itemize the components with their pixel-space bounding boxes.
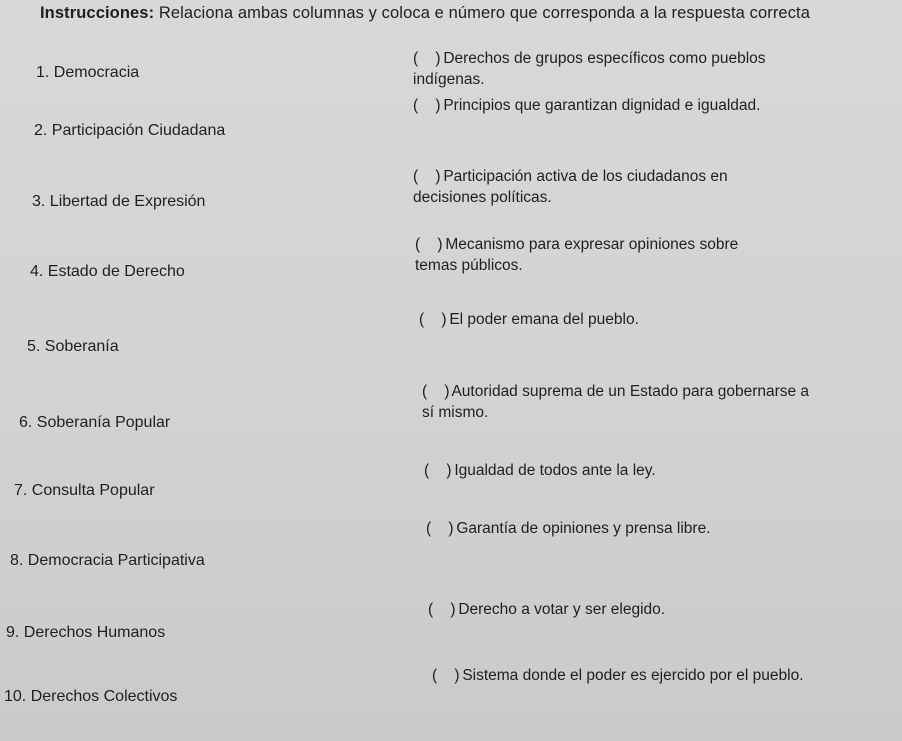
term-item: 6. Soberanía Popular	[19, 414, 171, 431]
definition-text: Mecanismo para expresar opiniones sobre temas públicos.	[415, 236, 739, 274]
definition-text: El poder emana del pueblo.	[449, 311, 639, 328]
definition-item	[424, 460, 894, 481]
term-item: 4. Estado de Derecho	[30, 263, 185, 280]
answer-blank[interactable]	[422, 381, 448, 402]
term-item: 8. Democracia Participativa	[10, 552, 205, 569]
definition-item	[415, 234, 775, 276]
definition-item	[422, 381, 822, 423]
term-item: 10. Derechos Colectivos	[4, 688, 178, 705]
open-paren: (	[413, 50, 419, 67]
definition-text: Derechos de grupos específicos como pueblos indígenas.	[413, 50, 766, 88]
answer-blank[interactable]	[428, 599, 454, 620]
term-item: 3. Libertad de Expresión	[32, 193, 206, 210]
close-paren: )	[448, 520, 454, 537]
open-paren: (	[426, 520, 432, 537]
answer-blank[interactable]	[419, 309, 445, 330]
close-paren: )	[435, 50, 441, 67]
open-paren: (	[413, 168, 419, 185]
answer-blank[interactable]	[413, 48, 439, 69]
definition-item	[419, 309, 889, 330]
instructions-lead: Instrucciones:	[40, 4, 155, 22]
answer-blank[interactable]	[424, 460, 450, 481]
term-item: 9. Derechos Humanos	[6, 624, 166, 641]
open-paren: (	[424, 462, 430, 479]
definition-text: Participación activa de los ciudadanos en decisiones políticas.	[413, 168, 728, 206]
definition-item	[428, 599, 898, 620]
term-item: 1. Democracia	[36, 64, 140, 81]
open-paren: (	[422, 383, 428, 400]
term-item: 5. Soberanía	[27, 338, 119, 355]
close-paren: )	[435, 97, 441, 114]
answer-blank[interactable]	[432, 665, 458, 686]
close-paren: )	[450, 601, 456, 618]
definition-text: Autoridad suprema de un Estado para gobernarse a sí mismo.	[422, 383, 810, 421]
definition-item	[413, 95, 883, 116]
definition-item	[426, 518, 896, 539]
definition-item	[413, 166, 743, 208]
instructions-text: Relaciona ambas columnas y coloca e número que corresponda a la respuesta correcta	[154, 4, 811, 22]
close-paren: )	[441, 311, 447, 328]
close-paren: )	[444, 383, 450, 400]
answer-blank[interactable]	[415, 234, 441, 255]
open-paren: (	[413, 97, 419, 114]
definition-item	[413, 48, 793, 90]
open-paren: (	[428, 601, 434, 618]
definition-text: Principios que garantizan dignidad e igualdad.	[443, 97, 761, 114]
definition-text: Sistema donde el poder es ejercido por el pueblo.	[462, 667, 804, 684]
open-paren: (	[432, 667, 438, 684]
answer-blank[interactable]	[413, 95, 439, 116]
close-paren: )	[437, 236, 443, 253]
open-paren: (	[419, 311, 425, 328]
answer-blank[interactable]	[413, 166, 439, 187]
open-paren: (	[415, 236, 421, 253]
answer-blank[interactable]	[426, 518, 452, 539]
term-item: 2. Participación Ciudadana	[34, 122, 226, 139]
close-paren: )	[435, 168, 441, 185]
definition-item	[432, 665, 902, 686]
instructions	[40, 4, 810, 23]
definition-text: Derecho a votar y ser elegido.	[458, 601, 666, 618]
definition-text: Igualdad de todos ante la ley.	[454, 462, 656, 479]
close-paren: )	[446, 462, 452, 479]
definition-text: Garantía de opiniones y prensa libre.	[456, 520, 711, 537]
term-item: 7. Consulta Popular	[14, 482, 155, 499]
close-paren: )	[454, 667, 460, 684]
